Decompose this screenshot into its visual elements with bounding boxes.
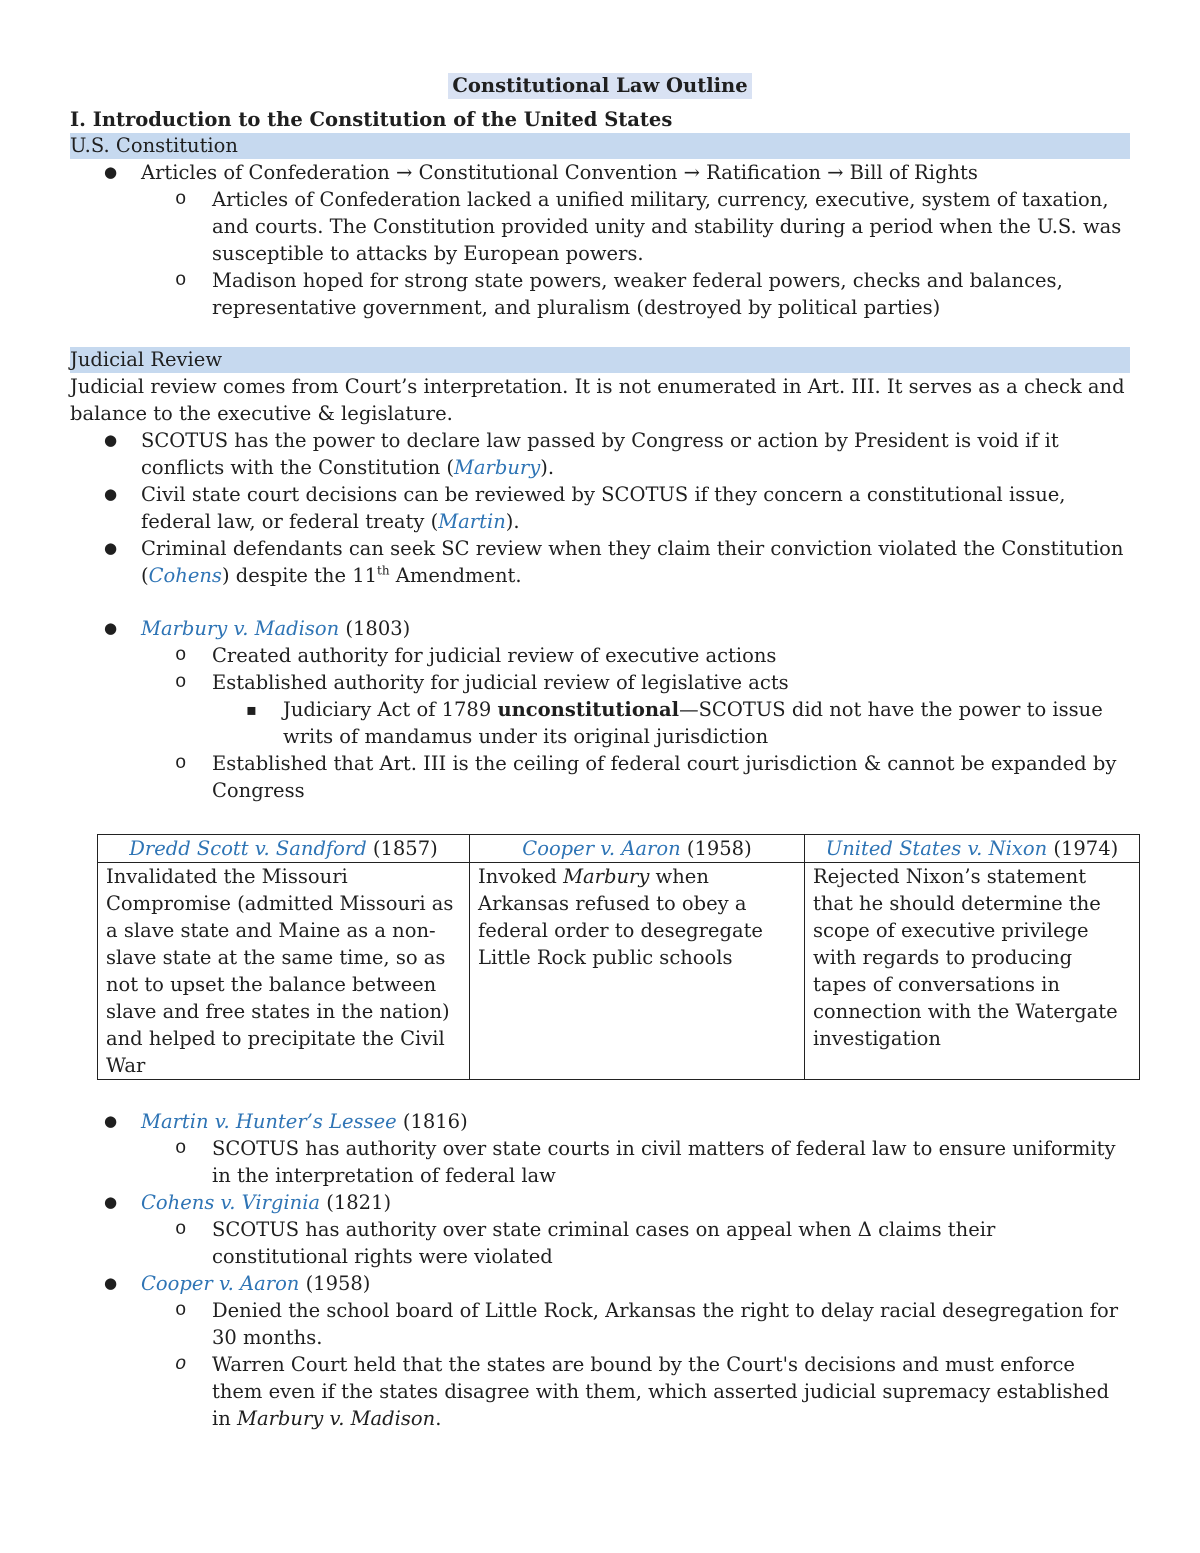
sub-list-item: o Articles of Confederation lacked a unified military, currency, executive, system of taxation, and courts. The Constitution provided unity and stability during a period when the U.S. was susceptible to attacks by European powers.	[141, 186, 1130, 267]
list-item: ● Cohens v. Virginia (1821) o SCOTUS has authority over state criminal cases on appeal when Δ claims their constitutional rights were violated	[70, 1189, 1130, 1270]
sub-list-item: o SCOTUS has authority over state courts in civil matters of federal law to ensure uniformity in the interpretation of federal law	[141, 1135, 1130, 1189]
sub-list-item: o Created authority for judicial review of executive actions	[141, 642, 1130, 669]
page-title: Constitutional Law Outline	[448, 73, 751, 99]
sub-sub-list-item: ▪ Judiciary Act of 1789 unconstitutional—SCOTUS did not have the power to issue writs of mandamus under its original jurisdiction	[212, 696, 1130, 750]
outline-page	[70, 72, 1130, 804]
list-item: ● Criminal defendants can seek SC review when they claim their conviction violated the Constitution (Cohens) despite the 11th Amendment.	[70, 535, 1130, 589]
cases-table	[97, 834, 1140, 1080]
table-header-cell: Dredd Scott v. Sandford (1857)	[98, 835, 470, 863]
bullet-text: Articles of Confederation → Constitutional Convention → Ratification → Bill of Rights	[141, 161, 978, 184]
paragraph: Judicial review comes from Court’s interpretation. It is not enumerated in Art. III. It serves as a check and balance to the executive & legislature.	[70, 375, 1125, 425]
case-link[interactable]: Marbury	[453, 456, 541, 479]
sub-list-item: o Established authority for judicial review of legislative acts ▪ Judiciary Act of 1789 unconstitutional—SCOTUS did not have the power to issue writs of mandamus under its original jurisdiction	[141, 669, 1130, 750]
table-cell: Invoked Marbury when Arkansas refused to obey a federal order to desegregate Little Rock public schools	[470, 863, 805, 1080]
list-item: ● Marbury v. Madison (1803) o Created authority for judicial review of executive actions o Established authority for judicial review of legislative acts ▪ Judiciary Act of 1789 unconstitutional—SCOTUS did not have the power to issue writs of mandamus under its original jurisdiction o Established that Art. III is the ceiling of federal court jurisdiction & cannot be expanded by Congress	[70, 615, 1130, 804]
list-item: ● Cooper v. Aaron (1958) o Denied the school board of Little Rock, Arkansas the right to delay racial desegregation for 30 months. o Warren Court held that the states are bound by the Court's decisions and must enforce them even if the states disagree with them, which asserted judicial supremacy established in Marbury v. Madison.	[70, 1270, 1130, 1432]
cases-list	[70, 1108, 1130, 1432]
case-link[interactable]: Cooper v. Aaron	[141, 1272, 300, 1295]
table-header-cell: United States v. Nixon (1974)	[805, 835, 1140, 863]
table-cell: Rejected Nixon’s statement that he should determine the scope of executive privilege with regards to producing tapes of conversations in connection with the Watergate investigation	[805, 863, 1140, 1080]
sub-list-item: o Madison hoped for strong state powers, weaker federal powers, checks and balances, representative government, and pluralism (destroyed by political parties)	[141, 267, 1130, 321]
list-item: ● SCOTUS has the power to declare law passed by Congress or action by President is void if it conflicts with the Constitution (Marbury).	[70, 427, 1130, 481]
case-link[interactable]: Martin v. Hunter’s Lessee	[141, 1110, 397, 1133]
section-band-judicial-review: Judicial Review	[70, 347, 1130, 373]
sub-list-item: o Warren Court held that the states are bound by the Court's decisions and must enforce them even if the states disagree with them, which asserted judicial supremacy established in Marbury v. Madison.	[141, 1351, 1130, 1432]
sub-list-item: o Established that Art. III is the ceiling of federal court jurisdiction & cannot be expanded by Congress	[141, 750, 1130, 804]
case-link[interactable]: Marbury v. Madison	[141, 617, 340, 640]
table-cell: Invalidated the Missouri Compromise (admitted Missouri as a slave state and Maine as a non-slave state at the same time, so as not to upset the balance between slave and free states in the nation) and helped to precipitate the Civil War	[98, 863, 470, 1080]
case-link[interactable]: Cooper v. Aaron	[522, 837, 681, 860]
section-band-constitution: U.S. Constitution	[70, 133, 1130, 159]
case-link[interactable]: Dredd Scott v. Sandford	[129, 837, 367, 860]
list-item: ● Civil state court decisions can be reviewed by SCOTUS if they concern a constitutional issue, federal law, or federal treaty (Martin).	[70, 481, 1130, 535]
case-link[interactable]: Cohens v. Virginia	[141, 1191, 321, 1214]
sub-list-item: o SCOTUS has authority over state criminal cases on appeal when Δ claims their constitutional rights were violated	[141, 1216, 1130, 1270]
case-link[interactable]: United States v. Nixon	[825, 837, 1048, 860]
case-link[interactable]: Cohens	[148, 564, 222, 587]
case-link[interactable]: Martin	[438, 510, 506, 533]
table-header-cell: Cooper v. Aaron (1958)	[470, 835, 805, 863]
list-item: ● Martin v. Hunter’s Lessee (1816) o SCOTUS has authority over state courts in civil matters of federal law to ensure uniformity in the interpretation of federal law	[70, 1108, 1130, 1189]
sub-list-item: o Denied the school board of Little Rock, Arkansas the right to delay racial desegregation for 30 months.	[141, 1297, 1130, 1351]
list-item	[70, 159, 1130, 321]
section-heading: I. Introduction to the Constitution of the United States	[70, 108, 673, 131]
